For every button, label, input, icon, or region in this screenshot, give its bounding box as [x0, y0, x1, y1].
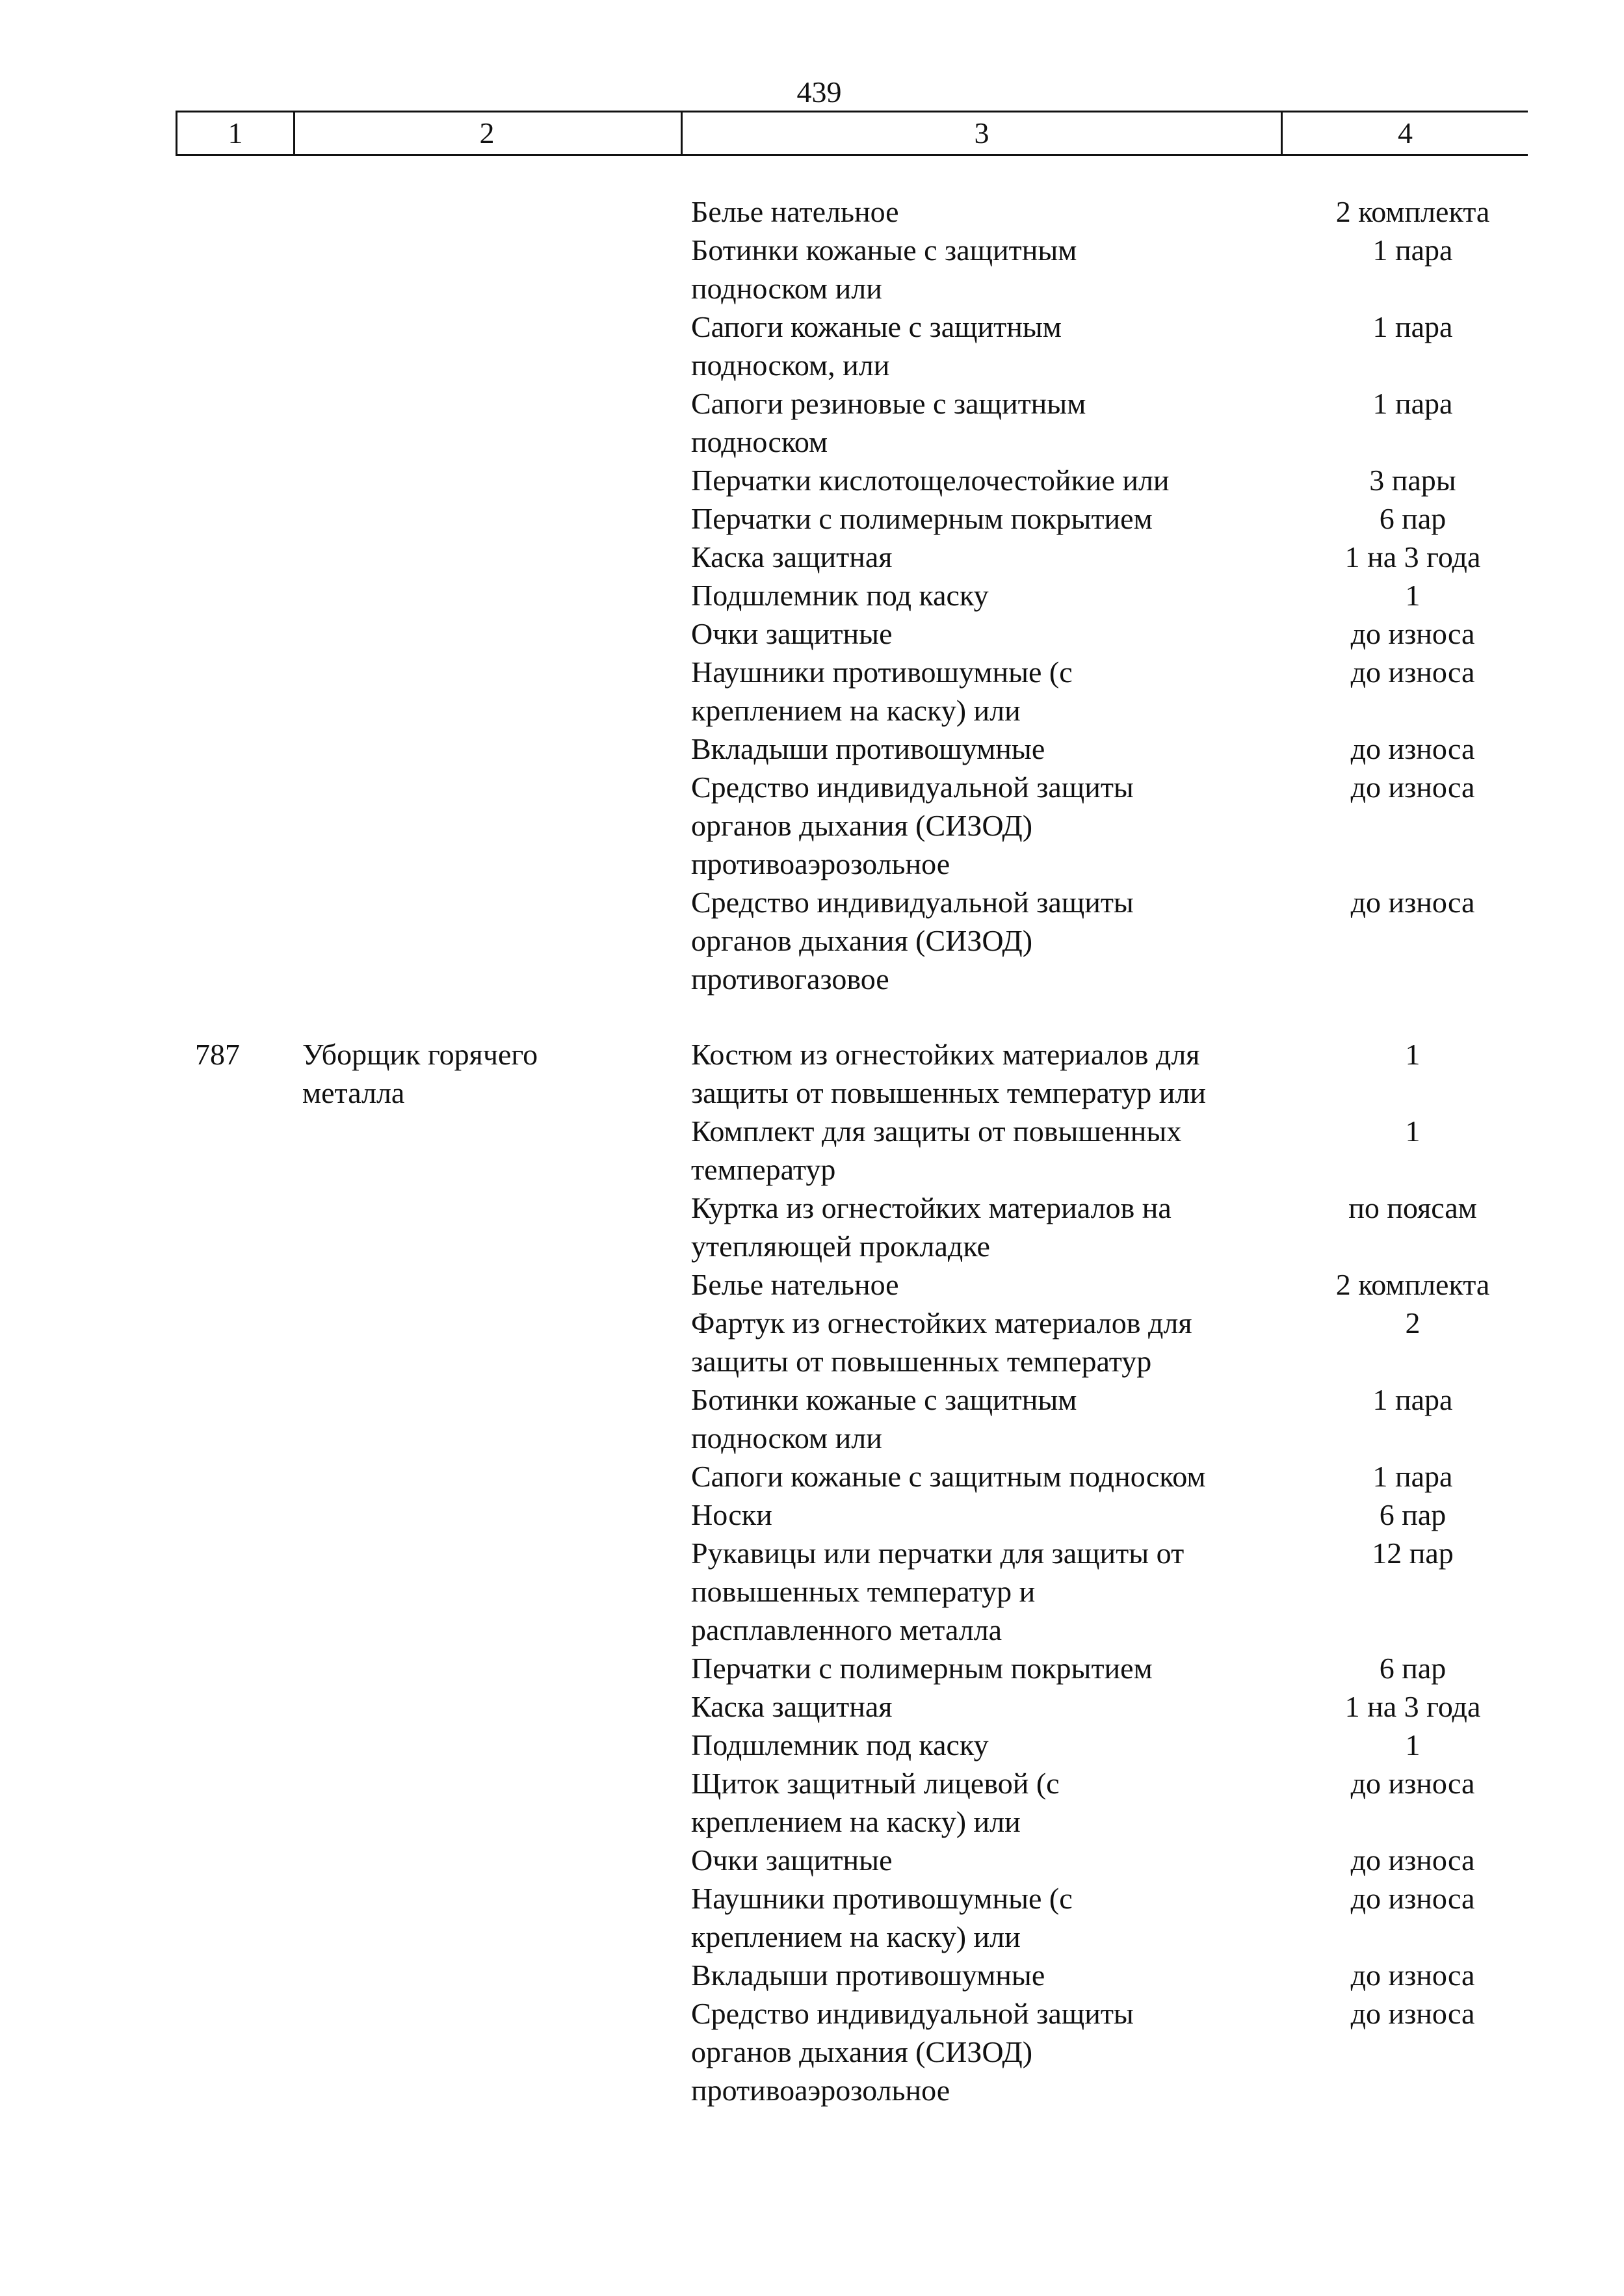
- ppe-item-name-line: Средство индивидуальной защиты: [691, 1997, 1134, 2030]
- ppe-item-name-line: Рукавицы или перчатки для защиты от: [691, 1537, 1185, 1570]
- ppe-item-row: [691, 192, 1556, 231]
- ppe-item-row: [691, 1956, 1556, 1994]
- ppe-item-name-line: Перчатки с полимерным покрытием: [691, 1652, 1153, 1685]
- ppe-item-name: [691, 730, 1276, 768]
- ppe-item-name-line: Ботинки кожаные с защитным: [691, 233, 1077, 267]
- ppe-item-quantity: до износа: [1350, 1767, 1475, 1800]
- ppe-item-name-line: креплением на каску) или: [691, 1805, 1021, 1838]
- ppe-item-name: [691, 1687, 1276, 1726]
- ppe-item-name: [691, 576, 1276, 614]
- ppe-item-row: [691, 1265, 1556, 1304]
- ppe-item-quantity: 1 пара: [1372, 310, 1453, 343]
- ppe-item-row: [691, 653, 1556, 730]
- ppe-item-name-line: креплением на каску) или: [691, 1920, 1021, 1953]
- ppe-item-name-line: органов дыхания (СИЗОД): [691, 809, 1033, 842]
- ppe-item-name: [691, 1879, 1276, 1956]
- ppe-item-name-line: противоаэрозольное: [691, 2074, 950, 2107]
- ppe-item-quantity: до износа: [1350, 1997, 1475, 2030]
- ppe-item-row: [691, 1534, 1556, 1649]
- ppe-item-quantity: 1 на 3 года: [1344, 540, 1481, 574]
- ppe-item-name-line: температур: [691, 1153, 836, 1186]
- ppe-item-row: [691, 883, 1556, 998]
- ppe-item-quantity: до износа: [1350, 1843, 1475, 1877]
- ppe-item-quantity: 1: [1405, 1728, 1421, 1762]
- ppe-item-name-line: утепляющей прокладке: [691, 1230, 990, 1263]
- ppe-item-name-line: противоаэрозольное: [691, 847, 950, 880]
- ppe-item-quantity: 1: [1405, 579, 1421, 612]
- ppe-item-name: [691, 461, 1276, 499]
- ppe-item-row: [691, 614, 1556, 653]
- ppe-item-quantity: 2 комплекта: [1335, 195, 1490, 228]
- ppe-item-name: [691, 1841, 1276, 1879]
- ppe-item-name-line: Комплект для защиты от повышенных: [691, 1115, 1182, 1148]
- ppe-item-name-line: Вкладыши противошумные: [691, 1959, 1045, 1992]
- ppe-item-list: [691, 1035, 1556, 2109]
- ppe-item-name-line: Перчатки с полимерным покрытием: [691, 502, 1153, 535]
- profession-name: [302, 1035, 640, 1112]
- ppe-item-name: [691, 1457, 1276, 1496]
- ppe-item-name: [691, 1380, 1276, 1457]
- ppe-item-name: [691, 1994, 1276, 2109]
- header-col-4: 4: [1398, 116, 1413, 150]
- ppe-item-quantity: 1 на 3 года: [1344, 1690, 1481, 1723]
- ppe-item-name-line: Белье нательное: [691, 1268, 899, 1301]
- ppe-item-name: [691, 1534, 1276, 1649]
- ppe-item-name: [691, 1189, 1276, 1265]
- ppe-item-row: [691, 1649, 1556, 1687]
- ppe-item-name-line: расплавленного металла: [691, 1613, 1002, 1646]
- ppe-item-quantity: до износа: [1350, 886, 1475, 919]
- row-number: 787: [195, 1038, 240, 1071]
- ppe-item-row: [691, 1189, 1556, 1265]
- ppe-item-quantity: 1: [1405, 1115, 1421, 1148]
- ppe-item-name: [691, 1496, 1276, 1534]
- ppe-item-name: [691, 384, 1276, 461]
- ppe-item-row: [691, 499, 1556, 538]
- ppe-item-quantity: до износа: [1350, 732, 1475, 765]
- ppe-item-quantity: до износа: [1350, 1959, 1475, 1992]
- ppe-item-row: [691, 1764, 1556, 1841]
- ppe-item-quantity: 1 пара: [1372, 1383, 1453, 1416]
- ppe-item-row: [691, 730, 1556, 768]
- ppe-item-name-line: подноском, или: [691, 349, 890, 382]
- ppe-item-name-line: Каска защитная: [691, 540, 893, 574]
- header-col-3: 3: [683, 112, 1283, 154]
- ppe-item-name-line: Костюм из огнестойких материалов для: [691, 1038, 1200, 1071]
- ppe-item-quantity: 12 пар: [1372, 1537, 1454, 1570]
- ppe-item-row: [691, 576, 1556, 614]
- ppe-item-quantity: 1 пара: [1372, 233, 1453, 267]
- ppe-item-row: [691, 1994, 1556, 2109]
- ppe-item-row: [691, 1380, 1556, 1457]
- ppe-item-row: [691, 1879, 1556, 1956]
- profession-line: Уборщик горячего: [302, 1038, 538, 1071]
- ppe-item-quantity: 1 пара: [1372, 1460, 1453, 1493]
- ppe-item-row: [691, 1841, 1556, 1879]
- ppe-item-name-line: Носки: [691, 1498, 772, 1531]
- header-col-2: 2: [293, 112, 683, 154]
- ppe-item-name: [691, 1649, 1276, 1687]
- ppe-item-name: [691, 1035, 1276, 1112]
- ppe-item-name-line: Каска защитная: [691, 1690, 893, 1723]
- ppe-item-row: [691, 1304, 1556, 1380]
- ppe-item-quantity: 3 пары: [1369, 464, 1456, 497]
- ppe-item-name: [691, 1112, 1276, 1189]
- ppe-item-name: [691, 308, 1276, 384]
- ppe-item-name-line: Вкладыши противошумные: [691, 732, 1045, 765]
- ppe-item-name-line: Белье нательное: [691, 195, 899, 228]
- ppe-item-row: [691, 1035, 1556, 1112]
- ppe-item-row: [691, 1726, 1556, 1764]
- ppe-item-name: [691, 192, 1276, 231]
- ppe-item-name: [691, 1956, 1276, 1994]
- ppe-item-name-line: Подшлемник под каску: [691, 579, 989, 612]
- ppe-item-name: [691, 614, 1276, 653]
- ppe-item-row: [691, 1496, 1556, 1534]
- ppe-item-name-line: органов дыхания (СИЗОД): [691, 2035, 1033, 2068]
- table-header-row: [176, 111, 1528, 156]
- ppe-item-row: [691, 1687, 1556, 1726]
- ppe-item-name: [691, 1265, 1276, 1304]
- ppe-item-row: [691, 1112, 1556, 1189]
- ppe-item-quantity: 6 пар: [1379, 1652, 1447, 1685]
- ppe-item-name: [691, 883, 1276, 998]
- header-col-1: 1: [176, 112, 295, 154]
- ppe-item-name-line: защиты от повышенных температур или: [691, 1076, 1206, 1109]
- ppe-item-quantity: 1 пара: [1372, 387, 1453, 420]
- ppe-item-name: [691, 768, 1276, 883]
- ppe-item-name-line: органов дыхания (СИЗОД): [691, 924, 1033, 957]
- ppe-item-name-line: Куртка из огнестойких материалов на: [691, 1191, 1172, 1224]
- ppe-item-name-line: Сапоги резиновые с защитным: [691, 387, 1086, 420]
- ppe-item-row: [691, 231, 1556, 308]
- page-number: 439: [796, 75, 842, 109]
- ppe-item-name-line: Очки защитные: [691, 617, 893, 650]
- ppe-item-name-line: Сапоги кожаные с защитным: [691, 310, 1062, 343]
- ppe-item-quantity: 2: [1405, 1306, 1421, 1339]
- ppe-item-row: [691, 1457, 1556, 1496]
- ppe-item-quantity: 6 пар: [1379, 502, 1447, 535]
- ppe-item-name-line: повышенных температур и: [691, 1575, 1036, 1608]
- ppe-item-quantity: 1: [1405, 1038, 1421, 1071]
- ppe-item-name: [691, 1304, 1276, 1380]
- ppe-item-quantity: по поясам: [1348, 1191, 1477, 1224]
- ppe-item-name-line: Наушники противошумные (с: [691, 1882, 1073, 1915]
- ppe-item-name-line: противогазовое: [691, 962, 889, 996]
- ppe-item-quantity: до износа: [1350, 655, 1475, 689]
- ppe-item-quantity: 6 пар: [1379, 1498, 1447, 1531]
- ppe-item-name: [691, 538, 1276, 576]
- ppe-item-name-line: Подшлемник под каску: [691, 1728, 989, 1762]
- ppe-item-name-line: Перчатки кислотощелочестойкие или: [691, 464, 1170, 497]
- profession-line: металла: [302, 1076, 405, 1109]
- ppe-item-name-line: Ботинки кожаные с защитным: [691, 1383, 1077, 1416]
- ppe-item-row: [691, 461, 1556, 499]
- ppe-item-name: [691, 499, 1276, 538]
- ppe-item-name-line: Щиток защитный лицевой (с: [691, 1767, 1060, 1800]
- ppe-item-row: [691, 538, 1556, 576]
- ppe-item-name-line: креплением на каску) или: [691, 694, 1021, 727]
- ppe-item-name-line: подноском или: [691, 272, 882, 305]
- ppe-item-quantity: до износа: [1350, 617, 1475, 650]
- ppe-item-name-line: Очки защитные: [691, 1843, 893, 1877]
- ppe-item-name-line: подноском или: [691, 1421, 882, 1455]
- ppe-item-name: [691, 1726, 1276, 1764]
- ppe-item-name-line: Фартук из огнестойких материалов для: [691, 1306, 1192, 1339]
- ppe-item-name-line: Сапоги кожаные с защитным подноском: [691, 1460, 1206, 1493]
- ppe-item-name-line: Средство индивидуальной защиты: [691, 886, 1134, 919]
- ppe-item-quantity: до износа: [1350, 1882, 1475, 1915]
- ppe-item-name: [691, 1764, 1276, 1841]
- ppe-item-row: [691, 384, 1556, 461]
- ppe-item-name-line: защиты от повышенных температур: [691, 1345, 1152, 1378]
- ppe-item-name: [691, 653, 1276, 730]
- ppe-item-name: [691, 231, 1276, 308]
- ppe-item-row: [691, 308, 1556, 384]
- ppe-item-quantity: 2 комплекта: [1335, 1268, 1490, 1301]
- ppe-item-name-line: подноском: [691, 425, 828, 458]
- ppe-item-row: [691, 768, 1556, 883]
- ppe-item-name-line: Наушники противошумные (с: [691, 655, 1073, 689]
- ppe-item-quantity: до износа: [1350, 771, 1475, 804]
- ppe-item-list: [691, 192, 1556, 998]
- ppe-item-name-line: Средство индивидуальной защиты: [691, 771, 1134, 804]
